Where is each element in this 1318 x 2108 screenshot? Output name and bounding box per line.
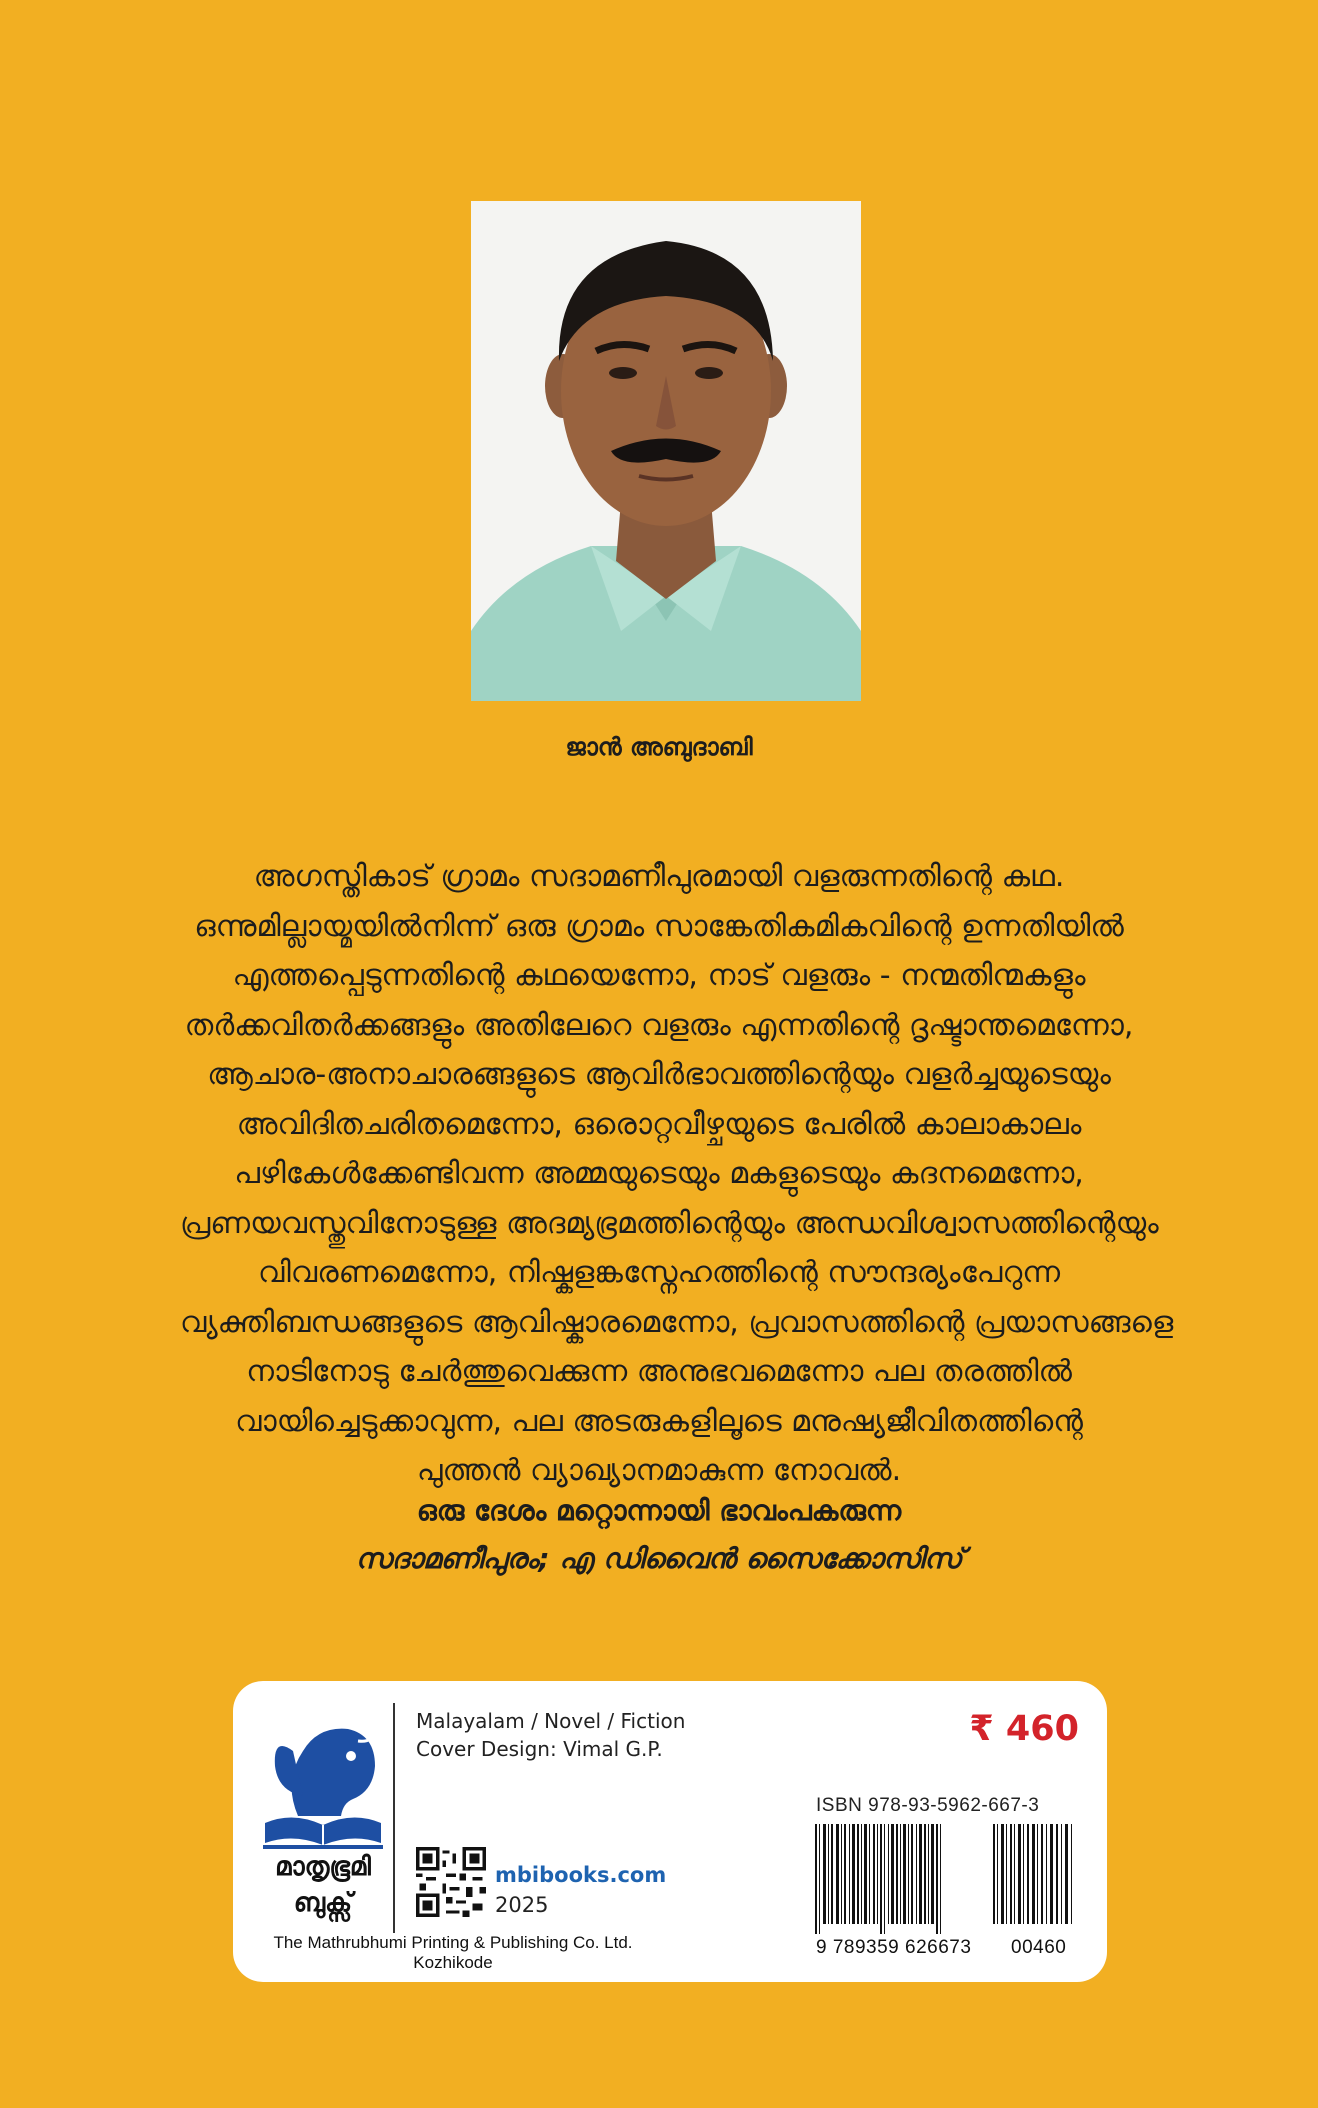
publisher-info-card xyxy=(233,1681,1107,1982)
vertical-divider xyxy=(393,1703,395,1933)
website-link[interactable]: mbibooks.com xyxy=(495,1863,667,1887)
logo-line1: മാതൃഭൂമി xyxy=(275,1852,371,1882)
blurb-line: പഴികേൾക്കേണ്ടിവന്ന അമ്മയുടെയും മകളുടെയും കദനമെന്നോ, xyxy=(234,1156,1084,1191)
blurb-line: വ്യക്തിബന്ധങ്ങളുടെ ആവിഷ്കാരമെന്നോ, പ്രവാസത്തിന്റെ പ്രയാസങ്ങളെ xyxy=(180,1304,1174,1340)
blurb-line: നാടിനോടു ചേർത്തുവെക്കുന്ന അനുഭവമെന്നോ പല തരത്തിൽ xyxy=(246,1354,1072,1389)
book-meta xyxy=(416,1707,685,1763)
barcode-addon-digits: 00460 xyxy=(1011,1937,1067,1958)
logo-line2: ബുക്സ് xyxy=(293,1888,353,1918)
blurb-line: അഗസ്തികാട് ഗ്രാമം സദാമണീപുരമായി വളരുന്നതിന്റെ കഥ. xyxy=(253,859,1065,894)
blurb-line: പുത്തൻ വ്യാഖ്യാനമാകുന്ന നോവൽ. xyxy=(416,1453,902,1488)
author-photo xyxy=(471,201,861,701)
cover-design-credit: Cover Design: Vimal G.P. xyxy=(416,1737,663,1761)
blurb-line: പ്രണയവസ്തുവിനോടുള്ള അദമ്യഭ്രമത്തിന്റെയും അന്ധവിശ്വാസത്തിന്റെയും xyxy=(180,1205,1159,1241)
publisher-name: The Mathrubhumi Printing & Publishing Co. Ltd. Kozhikode xyxy=(273,1933,633,1972)
author-name: ജാൻ അബുദാബി xyxy=(565,733,753,761)
blurb-text xyxy=(180,852,1174,1496)
qr-code-icon xyxy=(416,1847,486,1917)
tagline-title: സദാമണീപുരം; എ ഡിവൈൻ സൈക്കോസിസ് xyxy=(355,1542,963,1575)
barcode-digits: 9 789359 626673 xyxy=(816,1937,972,1958)
blurb-line: വിവരണമെന്നോ, നിഷ്കളങ്കസ്നേഹത്തിന്റെ സൗന്ദര്യംപേറുന്ന xyxy=(257,1255,1061,1290)
blurb-line: അവിദിതചരിതമെന്നോ, ഒരൊറ്റവീഴ്ചയുടെ പേരിൽ കാലാകാലം xyxy=(236,1106,1082,1142)
price: ₹ 460 xyxy=(969,1709,1079,1749)
genre: Malayalam / Novel / Fiction xyxy=(416,1709,686,1733)
publication-year: 2025 xyxy=(495,1893,549,1917)
isbn-number: ISBN 978-93-5962-667-3 xyxy=(816,1795,1040,1816)
blurb-line: വായിച്ചെടുക്കാവുന്ന, പല അടരുകളിലൂടെ മനുഷ്യജീവിതത്തിന്റെ xyxy=(235,1403,1083,1439)
blurb-line: എത്തപ്പെടുന്നതിന്റെ കഥയെന്നോ, നാട് വളരും - നന്മതിന്മകളും xyxy=(232,958,1086,993)
publisher-logo-text xyxy=(261,1849,385,1921)
blurb-line: തർക്കവിതർക്കങ്ങളും അതിലേറെ വളരും എന്നതിന്റെ ദൃഷ്ടാന്തമെന്നോ, xyxy=(184,1007,1134,1043)
blurb-line: ഒന്നുമില്ലായ്മയിൽനിന്ന് ഒരു ഗ്രാമം സാങ്കേതികമികവിന്റെ ഉന്നതിയിൽ xyxy=(194,908,1124,944)
tagline-line1: ഒരു ദേശം മറ്റൊന്നായി ഭാവംപകരുന്ന xyxy=(416,1494,902,1527)
elephant-book-logo-icon xyxy=(263,1711,383,1861)
barcode-icon xyxy=(813,1824,1083,1934)
blurb-line: ആചാര-അനാചാരങ്ങളുടെ ആവിർഭാവത്തിന്റെയും വളർച്ചയുടെയും xyxy=(207,1057,1111,1092)
